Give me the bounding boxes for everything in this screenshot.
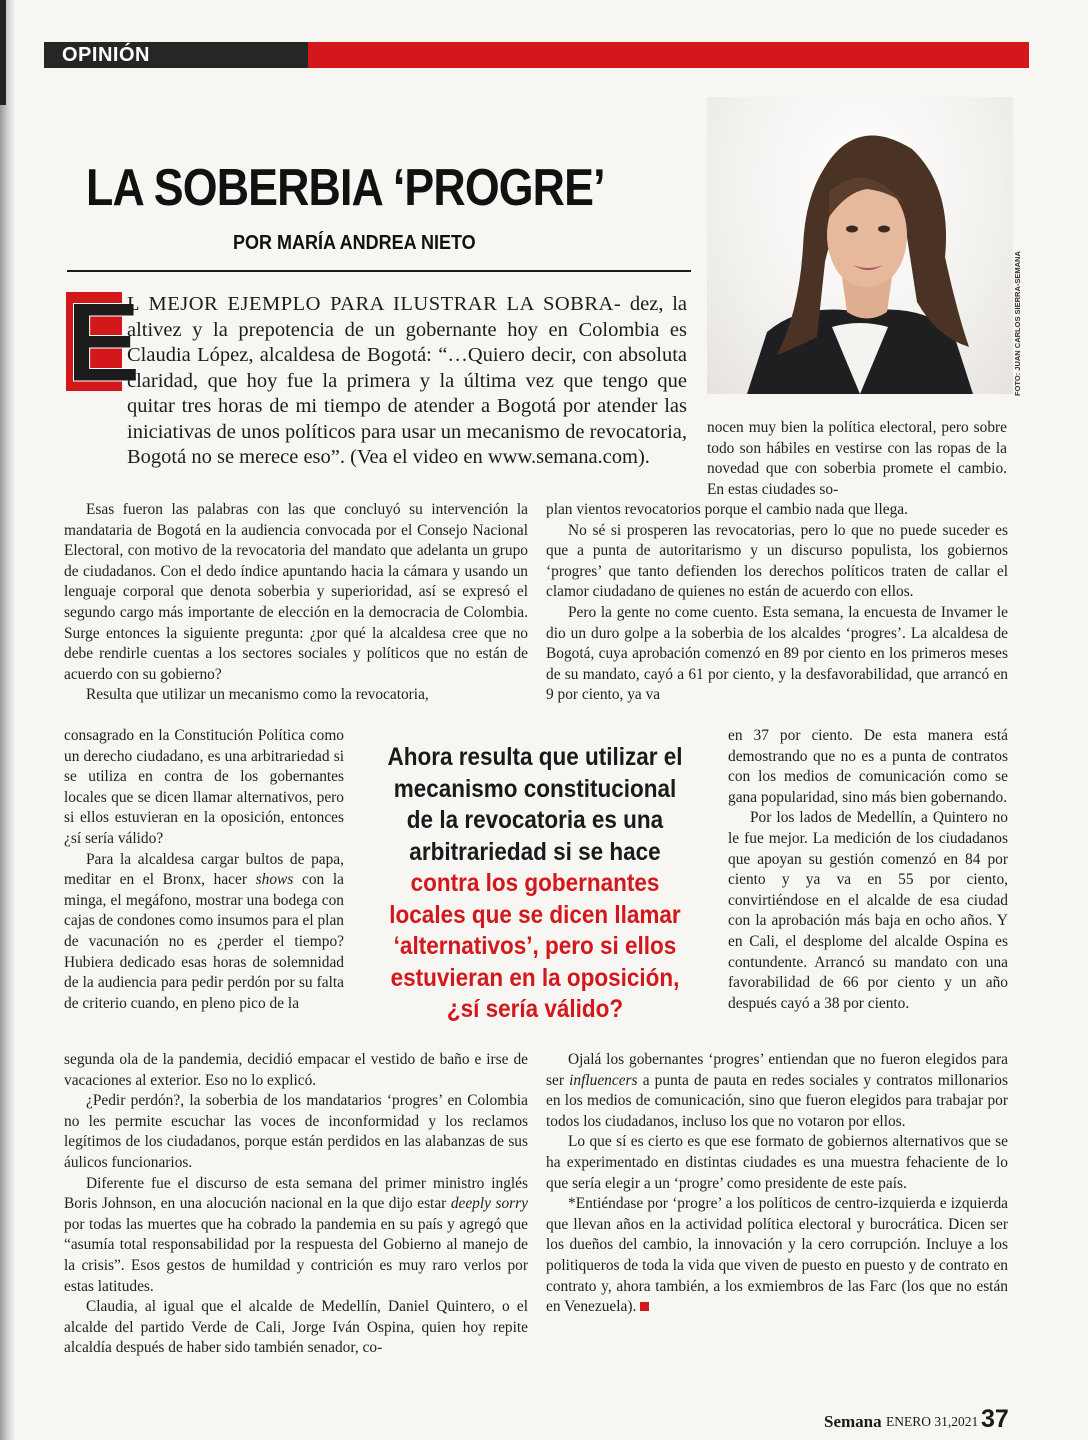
title-rule bbox=[67, 270, 691, 272]
col1-p5 bbox=[64, 1174, 528, 1298]
col1-p3-shows: shows bbox=[255, 871, 294, 889]
section-label: OPINIÓN bbox=[62, 44, 150, 66]
footer-page-number: 37 bbox=[981, 1405, 1009, 1433]
end-mark-icon bbox=[640, 1302, 649, 1311]
pull-quote-red: contra los gobernantes locales que se dicen llamar ‘alternativos’, pero si ellos estuvieran en la oposición, ¿sí sería válido? bbox=[389, 869, 681, 1023]
col2-upper bbox=[546, 500, 1008, 706]
pull-quote bbox=[378, 742, 693, 1026]
col2-top-text: nocen muy bien la política electoral, pero sobre todo son hábiles en vestirse con las ropas de la novedad que con soberbia promete el cambio. En estas ciudades so- bbox=[707, 419, 1007, 498]
col2-top-wide: plan vientos revocatorios porque el cambio nada que llega. bbox=[546, 501, 908, 518]
col1-narrow bbox=[64, 726, 344, 1014]
article-byline: POR MARÍA ANDREA NIETO bbox=[233, 232, 476, 254]
col2-p3-wide: Pero la gente no come cuento. Esta semana, la encuesta de Invamer le dio un duro golpe a la soberbia de los alcaldes ‘progres’. La alcaldesa de Bogotá, cuya aprobación comenzó en 89 por ciento en los primeros meses de su mandato, cayó a 61 por ciento, y la desfavorabilidad, que arrancó en 9 por ciento, ya va bbox=[546, 603, 1008, 704]
col1-p3-wide: segunda ola de la pandemia, decidió empacar el vestido de baño e irse de vacaciones al exterior. Eso no lo explicó. bbox=[64, 1051, 528, 1089]
col1-p3 bbox=[64, 850, 344, 1015]
footer-magazine: Semana bbox=[824, 1412, 882, 1431]
page-gutter bbox=[0, 0, 14, 1440]
col1-p2-top: Resulta que utilizar un mecanismo como la revocatoria, bbox=[86, 686, 429, 704]
photo-credit: FOTO: JUAN CARLOS SIERRA-SEMANA bbox=[1013, 251, 1022, 396]
col2-p7 bbox=[546, 1194, 1008, 1318]
col1-p6: Claudia, al igual que el alcalde de Medellín, Daniel Quintero, o el alcalde del partido Verde de Cali, Jorge Iván Ospina, quien hoy repite alcaldía después de haber sido también senador, co- bbox=[64, 1298, 528, 1357]
col1-p5-a: Diferente fue el discurso de esta semana del primer ministro inglés Boris Johnson, en una alocución nacional en la que dijo estar bbox=[64, 1174, 528, 1213]
drop-cap: E bbox=[66, 280, 141, 405]
col2-p5 bbox=[546, 1050, 1008, 1132]
col2-top bbox=[707, 418, 1007, 500]
author-photo bbox=[707, 97, 1013, 394]
col1-p5-b: por todas las muertes que ha cobrado la pandemia en su país y agregó que “asumía total responsabilidad por la respuesta del Gobierno al manejo de la crisis”. Esos gestos de humildad y contrición es muy raro verlos por estas latitudes. bbox=[64, 1215, 528, 1295]
lead-rest: dez, la altivez y la prepotencia de un gobernante hoy en Colombia es Claudia López, alcaldesa de Bogotá: “…Quiero decir, con absoluta claridad, que hoy fue la primera y la última vez que tengo que quitar tres horas de mi tiempo de atender a Bogotá por atender las iniciativas de unos políticos para usar un mecanismo de revocatoria, Bogotá no se merece eso”. (Vea el video en www.semana.com). bbox=[127, 293, 687, 468]
pull-quote-black: Ahora resulta que utilizar el mecanismo constitucional de la revocatoria es una arbitrariedad si se hace bbox=[387, 743, 683, 866]
author-portrait-illustration bbox=[707, 97, 1013, 394]
col2-p4: Por los lados de Medellín, a Quintero no le fue mejor. La medición de los ciudadanos que apoyan su gestión comenzó en 84 por ciento y ya va en 55 por ciento, convirtiéndose en el alcalde de esa ciudad con la aprobación más baja en ocho años. Y en Cali, el desplome del alcalde Ospina es contundente. Arrancó su mandato con una favorabilidad de 66 por ciento y un año después cayó a 38 por ciento. bbox=[728, 809, 1008, 1012]
col2-p3-narrow: en 37 por ciento. De esta manera está demostrando que no es a punta de contratos con los medios de comunicación como se gana popularidad, sino más bien gobernando. bbox=[728, 727, 1008, 806]
col1-p3-narrow: con la minga, el megáfono, mostrar una bodega con cajas de condones como insumos para el plan de vacunación no es ¿perder el tiempo? Hubiera dedicado esas horas de solemnidad de la audiencia para pedir perdón por su falta de criterio cuando, en pleno pico de la bbox=[64, 871, 345, 1012]
col2-p7-text: *Entiéndase por ‘progre’ a los políticos de centro-izquierda e izquierda que llevan años en la actividad política electoral y burocrática. Dicen ser los dueños del cambio, la innovación y la cero corrupción. Incluye a los politiqueros de toda la vida que viven de puesto en puesto y de contrato en contrato y, ahora también, a los exmiembros de las Farc (los que no están en Venezuela). bbox=[546, 1195, 1008, 1316]
lead-paragraph bbox=[127, 292, 687, 471]
col2-p5-a: Ojalá los gobernantes ‘progres’ entiendan que no fueron elegidos para ser bbox=[546, 1051, 1008, 1089]
col2-p5-b: a punta de pauta en redes sociales y contratos millonarios en los medios de comunicación, sino que fueron elegidos para trabajar por todos los ciudadanos, incluso los que no votaron por ellos. bbox=[546, 1071, 1008, 1130]
page-gutter-shadow bbox=[0, 0, 6, 105]
col1-p2-narrow: consagrado en la Constitución Política como un derecho ciudadano, es una arbitrariedad si se utiliza en contra de los gobernantes locales que se dicen llamar alternativos, pero si ellos estuvieran en la oposición, entonces ¿sí sería válido? bbox=[64, 727, 344, 847]
col2-p6: Lo que sí es cierto es que ese formato de gobiernos alternativos que se ha experimentado en distintas ciudades es una muestra fehaciente de lo que sería elegir a un ‘progre’ como presidente de este país. bbox=[546, 1133, 1008, 1192]
lead-caps: L MEJOR EJEMPLO PARA ILUSTRAR LA SOBRA- bbox=[127, 293, 622, 315]
col2-p2: No sé si prosperen las revocatorias, pero lo que no puede suceder es que a punta de autoritarismo y un discurso populista, los gobiernos ‘progres’ que tanto defienden los derechos políticos traten de callar el clamor ciudadano de quienes no están de acuerdo con ellos. bbox=[546, 521, 1008, 601]
col2-bottom bbox=[546, 1050, 1008, 1318]
col1-p1: Esas fueron las palabras con las que concluyó su intervención la mandataria de Bogotá en la audiencia convocada por el Consejo Nacional Electoral, con motivo de la revocatoria del mandato que adelanta un grupo de ciudadanos. Con el dedo índice apuntando hacia la cámara y usando un lenguaje corporal que denota soberbia y superioridad, así se expresó el segundo cargo más importante de elección en la democracia de Colombia. Surge entonces la siguiente pregunta: ¿por qué la alcaldesa cree que no debe rendirle cuentas a los sectores sociales y políticos que no están de acuerdo con su gobierno? bbox=[64, 501, 528, 683]
footer-date: ENERO 31,2021 bbox=[886, 1414, 979, 1429]
col1-p4: ¿Pedir perdón?, la soberbia de los mandatarios ‘progres’ en Colombia no les permite escuchar las voces de inconformidad y los reclamos legítimos de los ciudadanos, porque están perdidos en las alabanzas de sus áulicos funcionarios. bbox=[64, 1092, 528, 1171]
col2-p5-em: influencers bbox=[569, 1071, 638, 1089]
col2-narrow bbox=[728, 726, 1008, 1014]
col1-bottom bbox=[64, 1050, 528, 1359]
col1-top bbox=[64, 500, 528, 706]
col1-p5-em: deeply sorry bbox=[450, 1195, 528, 1213]
article-title: LA SOBERBIA ‘PROGRE’ bbox=[86, 159, 605, 217]
col1-p3-pre: Para la alcaldesa cargar bultos de papa, meditar en el Bronx, hacer bbox=[64, 850, 344, 889]
